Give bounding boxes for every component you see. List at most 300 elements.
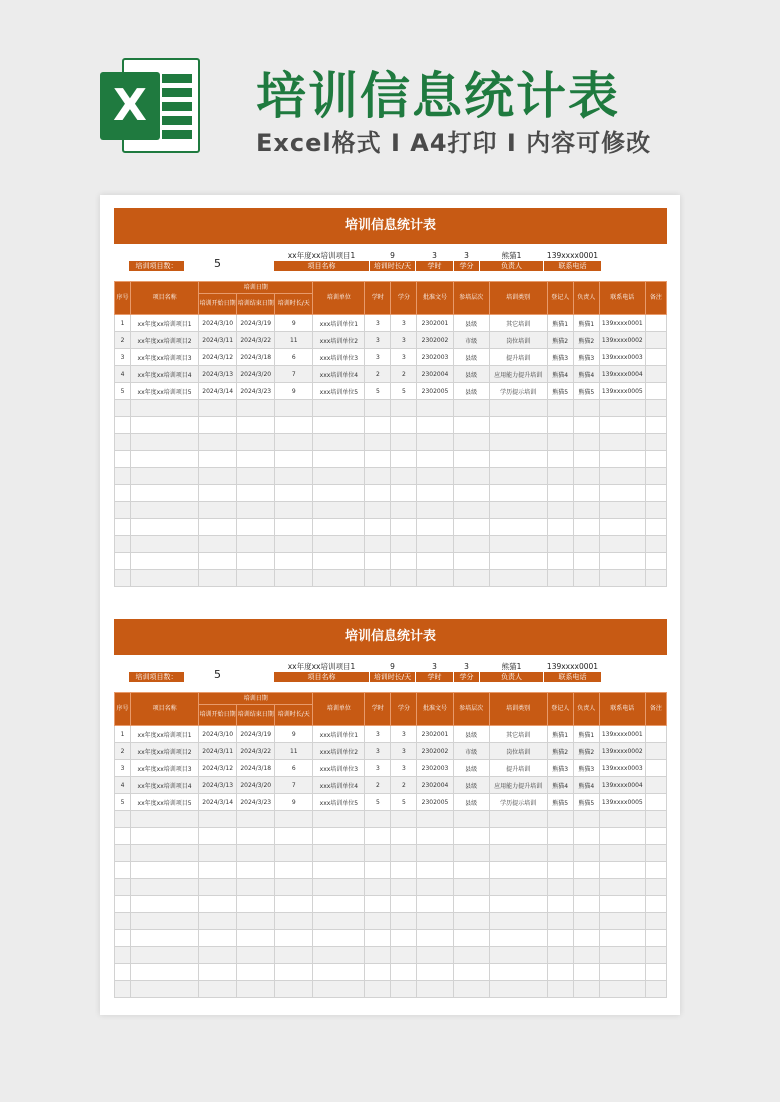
empty-cell xyxy=(131,417,199,434)
empty-cell xyxy=(453,434,489,451)
empty-cell xyxy=(547,570,573,587)
empty-cell xyxy=(573,964,599,981)
column-header-hours: 学时 xyxy=(365,282,391,315)
table-cell: 2302001 xyxy=(417,315,453,332)
empty-cell xyxy=(313,930,365,947)
empty-row xyxy=(115,553,667,570)
table-cell: xx年度xx培训项目5 xyxy=(131,383,199,400)
empty-cell xyxy=(115,417,131,434)
table-cell: 2302004 xyxy=(417,366,453,383)
table-cell: 岗位培训 xyxy=(489,332,547,349)
summary-label: 培训时长/天 xyxy=(370,672,415,682)
training-table xyxy=(114,692,667,998)
empty-cell xyxy=(275,913,313,930)
table-cell: 市级 xyxy=(453,743,489,760)
empty-cell xyxy=(275,811,313,828)
table-cell: 4 xyxy=(115,366,131,383)
table-cell: 熊猫3 xyxy=(547,760,573,777)
table-cell: 2024/3/19 xyxy=(237,315,275,332)
empty-cell xyxy=(115,468,131,485)
empty-row xyxy=(115,417,667,434)
empty-cell xyxy=(199,981,237,998)
empty-cell xyxy=(417,434,453,451)
table-cell: 139xxxx0001 xyxy=(599,726,645,743)
empty-cell xyxy=(131,485,199,502)
empty-cell xyxy=(453,964,489,981)
empty-cell xyxy=(573,913,599,930)
table-cell: xx年度xx培训项目1 xyxy=(131,315,199,332)
empty-cell xyxy=(313,570,365,587)
training-table xyxy=(114,281,667,587)
table-cell xyxy=(645,332,666,349)
empty-cell xyxy=(573,451,599,468)
summary-label: 培训时长/天 xyxy=(370,261,415,271)
empty-cell xyxy=(453,502,489,519)
empty-cell xyxy=(237,828,275,845)
empty-cell xyxy=(573,417,599,434)
table-cell: 3 xyxy=(391,332,417,349)
empty-cell xyxy=(573,400,599,417)
empty-cell xyxy=(417,964,453,981)
table-cell: 县级 xyxy=(453,315,489,332)
table-cell: 县级 xyxy=(453,726,489,743)
empty-cell xyxy=(237,879,275,896)
empty-cell xyxy=(453,400,489,417)
table-cell: 熊猫3 xyxy=(573,349,599,366)
empty-cell xyxy=(115,434,131,451)
empty-cell xyxy=(275,845,313,862)
empty-cell xyxy=(417,879,453,896)
empty-cell xyxy=(115,964,131,981)
empty-cell xyxy=(199,451,237,468)
table-cell: 2024/3/18 xyxy=(237,349,275,366)
empty-cell xyxy=(275,570,313,587)
table-cell: 2302002 xyxy=(417,743,453,760)
empty-cell xyxy=(275,536,313,553)
table-cell: 3 xyxy=(365,726,391,743)
table-cell: 2302001 xyxy=(417,726,453,743)
table-cell: 2302005 xyxy=(417,383,453,400)
table-cell: 5 xyxy=(365,383,391,400)
empty-cell xyxy=(489,879,547,896)
table-cell: 2302002 xyxy=(417,332,453,349)
summary-value: 5 xyxy=(214,257,221,270)
empty-cell xyxy=(237,913,275,930)
empty-cell xyxy=(453,828,489,845)
empty-cell xyxy=(275,981,313,998)
sheet-block xyxy=(114,619,667,998)
empty-cell xyxy=(199,913,237,930)
empty-cell xyxy=(131,502,199,519)
empty-row xyxy=(115,981,667,998)
column-header-category: 培训类别 xyxy=(489,693,547,726)
table-row xyxy=(115,349,667,366)
summary-value: 熊猫1 xyxy=(501,251,522,260)
column-header-level: 参培层次 xyxy=(453,693,489,726)
empty-cell xyxy=(131,828,199,845)
table-cell: xxx培训单位1 xyxy=(313,726,365,743)
summary-label: 学分 xyxy=(454,672,479,682)
table-cell: 2024/3/14 xyxy=(199,794,237,811)
empty-cell xyxy=(599,553,645,570)
empty-cell xyxy=(453,947,489,964)
empty-cell xyxy=(115,845,131,862)
table-cell: 其它培训 xyxy=(489,315,547,332)
table-cell: 3 xyxy=(365,315,391,332)
empty-cell xyxy=(237,536,275,553)
empty-row xyxy=(115,811,667,828)
empty-cell xyxy=(115,570,131,587)
empty-cell xyxy=(365,451,391,468)
empty-cell xyxy=(645,828,666,845)
empty-cell xyxy=(365,947,391,964)
table-cell: 2302004 xyxy=(417,777,453,794)
table-cell: 2024/3/20 xyxy=(237,777,275,794)
empty-cell xyxy=(365,468,391,485)
empty-row xyxy=(115,400,667,417)
empty-cell xyxy=(237,519,275,536)
table-cell: 熊猫4 xyxy=(573,777,599,794)
empty-cell xyxy=(199,811,237,828)
empty-cell xyxy=(547,502,573,519)
table-cell: xxx培训单位3 xyxy=(313,349,365,366)
empty-cell xyxy=(115,896,131,913)
empty-cell xyxy=(391,862,417,879)
empty-cell xyxy=(391,519,417,536)
column-header-unit: 培训单位 xyxy=(313,693,365,726)
empty-row xyxy=(115,947,667,964)
empty-cell xyxy=(599,400,645,417)
table-cell: xx年度xx培训项目5 xyxy=(131,794,199,811)
empty-cell xyxy=(547,553,573,570)
empty-cell xyxy=(645,400,666,417)
sheet-block xyxy=(114,208,667,587)
empty-cell xyxy=(199,502,237,519)
empty-cell xyxy=(237,811,275,828)
table-cell: 2024/3/13 xyxy=(199,366,237,383)
summary-grid xyxy=(114,251,667,281)
table-cell: 139xxxx0004 xyxy=(599,777,645,794)
empty-cell xyxy=(599,930,645,947)
table-cell: 2302003 xyxy=(417,760,453,777)
empty-cell xyxy=(115,400,131,417)
banner xyxy=(0,0,780,180)
empty-cell xyxy=(313,400,365,417)
table-cell: 提升培训 xyxy=(489,349,547,366)
table-row xyxy=(115,777,667,794)
empty-cell xyxy=(453,879,489,896)
table-cell: 3 xyxy=(365,760,391,777)
table-cell: 5 xyxy=(391,794,417,811)
empty-cell xyxy=(547,434,573,451)
empty-cell xyxy=(313,845,365,862)
empty-cell xyxy=(237,930,275,947)
empty-cell xyxy=(365,930,391,947)
empty-cell xyxy=(599,570,645,587)
empty-cell xyxy=(365,519,391,536)
empty-cell xyxy=(365,896,391,913)
empty-cell xyxy=(417,570,453,587)
column-header-remark: 备注 xyxy=(645,282,666,315)
empty-cell xyxy=(115,981,131,998)
empty-cell xyxy=(275,485,313,502)
empty-cell xyxy=(275,400,313,417)
empty-row xyxy=(115,930,667,947)
table-cell: 县级 xyxy=(453,349,489,366)
table-cell: 县级 xyxy=(453,366,489,383)
empty-cell xyxy=(313,828,365,845)
empty-cell xyxy=(599,434,645,451)
table-cell: xx年度xx培训项目4 xyxy=(131,366,199,383)
empty-cell xyxy=(599,485,645,502)
empty-cell xyxy=(547,485,573,502)
empty-cell xyxy=(453,451,489,468)
table-cell xyxy=(645,777,666,794)
table-cell: 熊猫2 xyxy=(547,743,573,760)
empty-cell xyxy=(275,828,313,845)
empty-cell xyxy=(391,400,417,417)
table-cell: 139xxxx0002 xyxy=(599,743,645,760)
empty-row xyxy=(115,502,667,519)
empty-cell xyxy=(489,485,547,502)
empty-row xyxy=(115,913,667,930)
summary-value: 9 xyxy=(390,251,395,260)
empty-row xyxy=(115,434,667,451)
empty-cell xyxy=(489,502,547,519)
empty-cell xyxy=(453,862,489,879)
empty-cell xyxy=(489,553,547,570)
table-cell: 5 xyxy=(365,794,391,811)
summary-label: 学时 xyxy=(416,672,453,682)
empty-cell xyxy=(391,845,417,862)
empty-cell xyxy=(131,536,199,553)
empty-cell xyxy=(489,434,547,451)
empty-row xyxy=(115,964,667,981)
empty-cell xyxy=(313,451,365,468)
empty-cell xyxy=(131,845,199,862)
empty-cell xyxy=(573,947,599,964)
table-cell: xx年度xx培训项目3 xyxy=(131,349,199,366)
table-cell: 3 xyxy=(391,726,417,743)
table-cell: 6 xyxy=(275,760,313,777)
empty-cell xyxy=(275,434,313,451)
summary-value: 9 xyxy=(390,662,395,671)
empty-cell xyxy=(131,896,199,913)
table-cell: 139xxxx0004 xyxy=(599,366,645,383)
empty-cell xyxy=(489,811,547,828)
empty-cell xyxy=(131,519,199,536)
empty-cell xyxy=(645,913,666,930)
empty-cell xyxy=(391,485,417,502)
table-cell: 学历提示培训 xyxy=(489,794,547,811)
empty-cell xyxy=(453,896,489,913)
excel-logo-letter: X xyxy=(100,72,160,140)
table-cell: 7 xyxy=(275,777,313,794)
empty-cell xyxy=(599,896,645,913)
empty-cell xyxy=(391,879,417,896)
table-cell xyxy=(645,366,666,383)
empty-cell xyxy=(599,862,645,879)
table-cell: 县级 xyxy=(453,760,489,777)
column-header-seq: 序号 xyxy=(115,693,131,726)
empty-row xyxy=(115,896,667,913)
empty-cell xyxy=(199,434,237,451)
empty-cell xyxy=(391,896,417,913)
table-cell: 2024/3/14 xyxy=(199,383,237,400)
empty-cell xyxy=(645,879,666,896)
empty-cell xyxy=(365,828,391,845)
empty-cell xyxy=(417,913,453,930)
empty-cell xyxy=(365,434,391,451)
summary-value: xx年度xx培训项目1 xyxy=(287,662,356,671)
empty-cell xyxy=(547,468,573,485)
table-cell: 9 xyxy=(275,726,313,743)
empty-cell xyxy=(489,947,547,964)
empty-cell xyxy=(573,862,599,879)
empty-cell xyxy=(599,468,645,485)
table-cell: xxx培训单位4 xyxy=(313,777,365,794)
empty-cell xyxy=(547,879,573,896)
empty-cell xyxy=(547,964,573,981)
table-cell: 7 xyxy=(275,366,313,383)
table-cell: xxx培训单位1 xyxy=(313,315,365,332)
table-cell: xx年度xx培训项目1 xyxy=(131,726,199,743)
table-cell: 熊猫2 xyxy=(547,332,573,349)
column-header-name: 项目名称 xyxy=(131,693,199,726)
empty-cell xyxy=(599,879,645,896)
empty-cell xyxy=(275,519,313,536)
summary-label: 学时 xyxy=(416,261,453,271)
empty-cell xyxy=(489,400,547,417)
empty-cell xyxy=(573,930,599,947)
table-cell: 熊猫4 xyxy=(547,366,573,383)
table-cell: 1 xyxy=(115,315,131,332)
empty-cell xyxy=(237,845,275,862)
empty-cell xyxy=(115,930,131,947)
empty-cell xyxy=(391,964,417,981)
table-cell: 3 xyxy=(391,349,417,366)
table-cell: 2302003 xyxy=(417,349,453,366)
empty-cell xyxy=(391,468,417,485)
empty-cell xyxy=(573,519,599,536)
empty-cell xyxy=(599,536,645,553)
empty-cell xyxy=(131,879,199,896)
column-header-end: 培训结束日期 xyxy=(237,705,275,726)
column-header-credits: 学分 xyxy=(391,693,417,726)
empty-cell xyxy=(573,828,599,845)
empty-cell xyxy=(115,947,131,964)
summary-label: 项目名称 xyxy=(274,672,369,682)
empty-cell xyxy=(573,845,599,862)
summary-label: 负责人 xyxy=(480,672,543,682)
table-cell: 熊猫1 xyxy=(573,726,599,743)
empty-cell xyxy=(645,570,666,587)
empty-cell xyxy=(237,981,275,998)
table-cell: 3 xyxy=(365,332,391,349)
empty-cell xyxy=(199,964,237,981)
empty-cell xyxy=(453,536,489,553)
empty-cell xyxy=(199,845,237,862)
table-cell: 139xxxx0005 xyxy=(599,794,645,811)
empty-cell xyxy=(489,964,547,981)
empty-cell xyxy=(199,468,237,485)
page-subtitle: Excel格式 I A4打印 I 内容可修改 xyxy=(256,129,652,157)
empty-cell xyxy=(131,570,199,587)
empty-cell xyxy=(489,828,547,845)
table-cell: 熊猫4 xyxy=(573,366,599,383)
empty-cell xyxy=(547,417,573,434)
column-header-category: 培训类别 xyxy=(489,282,547,315)
empty-cell xyxy=(313,417,365,434)
empty-cell xyxy=(237,400,275,417)
empty-cell xyxy=(199,862,237,879)
empty-cell xyxy=(547,913,573,930)
empty-cell xyxy=(115,828,131,845)
column-header-level: 参培层次 xyxy=(453,282,489,315)
empty-cell xyxy=(237,485,275,502)
empty-cell xyxy=(365,502,391,519)
column-header-seq: 序号 xyxy=(115,282,131,315)
empty-cell xyxy=(547,896,573,913)
empty-cell xyxy=(365,964,391,981)
summary-label: 学分 xyxy=(454,261,479,271)
table-cell: 3 xyxy=(391,760,417,777)
empty-cell xyxy=(489,862,547,879)
empty-cell xyxy=(417,451,453,468)
excel-logo-icon xyxy=(100,58,200,153)
table-cell: 2024/3/13 xyxy=(199,777,237,794)
empty-cell xyxy=(313,553,365,570)
empty-cell xyxy=(313,964,365,981)
table-cell: 县级 xyxy=(453,383,489,400)
table-cell: 4 xyxy=(115,777,131,794)
column-header-remark: 备注 xyxy=(645,693,666,726)
empty-cell xyxy=(547,981,573,998)
empty-cell xyxy=(199,485,237,502)
empty-cell xyxy=(131,862,199,879)
empty-cell xyxy=(131,400,199,417)
empty-cell xyxy=(313,947,365,964)
table-cell: 2 xyxy=(115,332,131,349)
table-cell: xx年度xx培训项目2 xyxy=(131,332,199,349)
column-header-duration: 培训时长/天 xyxy=(275,705,313,726)
empty-cell xyxy=(237,553,275,570)
empty-cell xyxy=(453,519,489,536)
column-group-date: 培训日期 xyxy=(199,282,313,294)
empty-cell xyxy=(489,570,547,587)
table-cell: 11 xyxy=(275,332,313,349)
empty-cell xyxy=(547,811,573,828)
empty-cell xyxy=(417,828,453,845)
table-row xyxy=(115,760,667,777)
table-cell: 2024/3/20 xyxy=(237,366,275,383)
table-cell: xx年度xx培训项目2 xyxy=(131,743,199,760)
summary-label: 培训项目数： xyxy=(129,672,184,682)
table-cell: 熊猫1 xyxy=(547,315,573,332)
column-header-owner: 负责人 xyxy=(573,693,599,726)
column-header-start: 培训开始日期 xyxy=(199,705,237,726)
empty-cell xyxy=(453,930,489,947)
table-cell: 学历提示培训 xyxy=(489,383,547,400)
table-row xyxy=(115,366,667,383)
empty-cell xyxy=(417,845,453,862)
empty-cell xyxy=(237,417,275,434)
empty-row xyxy=(115,828,667,845)
table-cell: 3 xyxy=(115,349,131,366)
empty-cell xyxy=(275,468,313,485)
empty-cell xyxy=(275,896,313,913)
empty-cell xyxy=(365,981,391,998)
